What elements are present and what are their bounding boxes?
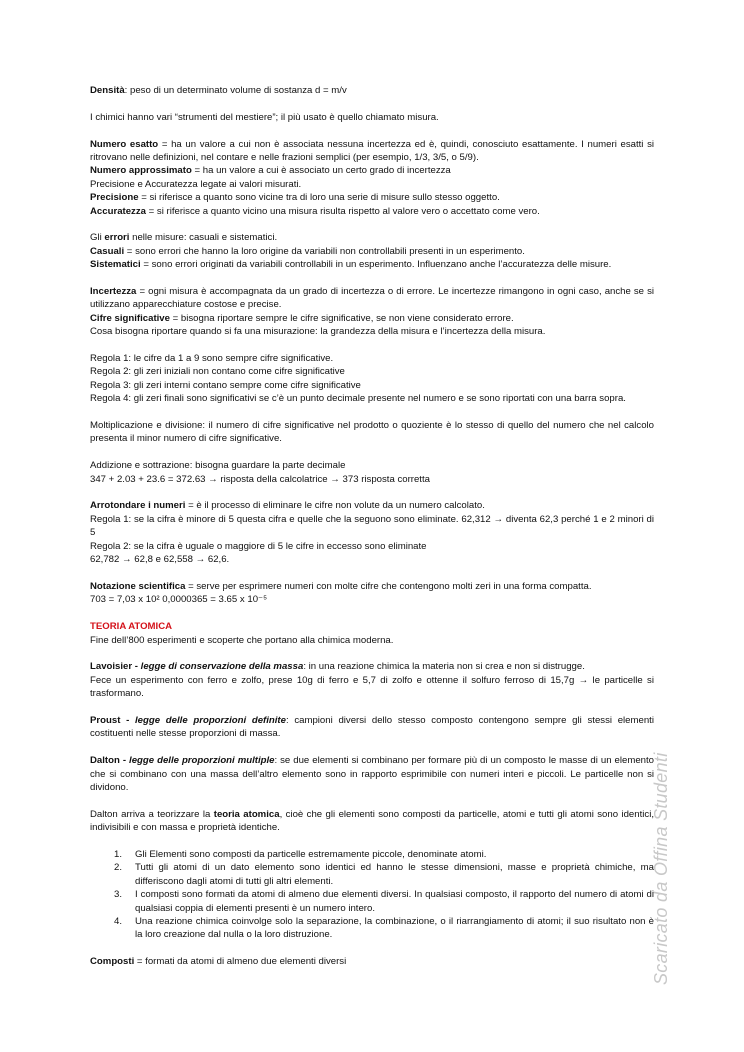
fine-800: Fine dell’800 esperimenti e scoperte che portano alla chimica moderna. [90, 634, 394, 646]
precisione: Precisione = si riferisce a quanto sono vicine tra di loro una serie di misure sullo stesso oggetto. [90, 192, 500, 204]
sistematici: Sistematici = sono errori originati da variabili controllabili in un esperimento. Influenzano anche l’accuratezza delle misure. [90, 259, 612, 271]
densita-line: Densità: peso di un determinato volume di sostanza d = m/v [90, 85, 347, 96]
document-body [90, 84, 654, 969]
cifre-significative: Cifre significative = bisogna riportare sempre le cifre significative, se non viene considerato errore. [90, 312, 514, 324]
dalton: Dalton - legge delle proporzioni multiple: se due elementi si combinano per formare più di un composto le masse di un elemento che si combinano con una massa dell’altro elemento sono in rapporto esprimibile con numeri interi e piccoli. Le particelle non si dividono. [90, 755, 655, 793]
regola-1: Regola 1: le cifre da 1 a 9 sono sempre cifre significative. [90, 353, 334, 365]
watermark: Scaricato da Offina Studenti [651, 752, 671, 985]
casuali: Casuali = sono errori che hanno la loro origine da variabili non controllabili presenti in un esperimento. [90, 245, 525, 257]
section-heading-teoria-atomica: TEORIA ATOMICA [90, 621, 173, 633]
incertezza: Incertezza = ogni misura è accompagnata da un grado di incertezza o di errore. Le incertezze rimangono in ogni caso, anche se si utilizzano apparecchiature costose e precise. [90, 286, 654, 311]
composti: Composti = formati da atomi di almeno due elementi diversi [90, 956, 347, 968]
list-item: 1. Gli Elementi sono composti da particelle estremamente piccole, denominate atomi. [114, 848, 487, 860]
proust: Proust - legge delle proporzioni definite: campioni diversi dello stesso composto contengono sempre gli stessi elementi costituenti nelle stesse proporzioni di massa. [90, 714, 654, 740]
addizione-sottrazione: Addizione e sottrazione: bisogna guardare la parte decimale [90, 460, 346, 472]
errori-line: Gli errori nelle misure: casuali e sistematici. [90, 232, 278, 244]
intro-line: I chimici hanno vari “strumenti del mestiere”; il più usato è quello chiamato misura. [90, 111, 439, 123]
list-item: 3. I composti sono formati da atomi di almeno due elementi diversi. In qualsiasi composto, il rapporto del numero di atomi di qualsiasi coppia di elementi presenti è un numero intero. [114, 889, 654, 914]
lavoisier-esperimento: Fece un esperimento con ferro e zolfo, prese 10g di ferro e 5,7 di zolfo e ottenne il solfuro ferroso di 15,7g → le particelle si trasformano. [90, 674, 654, 700]
regola-4: Regola 4: gli zeri finali sono significativi se c’è un punto decimale presente nel numero e se sono riportati con una barra sopra. [90, 393, 626, 405]
postulati-list [90, 848, 654, 942]
accuratezza: Accuratezza = si riferisce a quanto vicino una misura risulta rispetto al valore vero o accettato come vero. [90, 205, 540, 217]
lavoisier: Lavoisier - legge di conservazione della massa: in una reazione chimica la materia non si crea e non si distrugge. [90, 661, 585, 673]
list-item: 2. Tutti gli atomi di un dato elemento sono identici ed hanno le stesse dimensioni, masse e proprietà chimiche, ma differiscono dagli atomi di tutti gli altri elementi. [114, 862, 654, 887]
dalton-teoria: Dalton arriva a teorizzare la teoria atomica, cioè che gli elementi sono composti da particelle, atomi e tutti gli atomi sono identici, indivisibili e con massa e proprietà identiche. [90, 808, 654, 834]
cosa-riportare: Cosa bisogna riportare quando si fa una misurazione: la grandezza della misura e l’incertezza della misura. [90, 326, 546, 338]
arrotondare-regola-1: Regola 1: se la cifra è minore di 5 questa cifra e quelle che la seguono sono eliminate. 62,312 → diventa 62,3 perché 1 e 2 minori di 5 [90, 513, 654, 539]
addizione-esempio: 347 + 2.03 + 23.6 = 372.63 → risposta della calcolatrice → 373 risposta corretta [90, 473, 430, 485]
arrotondare-esempio: 62,782 → 62,8 e 62,558 → 62,6. [90, 554, 230, 566]
arrotondare-regola-2: Regola 2: se la cifra è uguale o maggiore di 5 le cifre in eccesso sono eliminate [90, 540, 427, 552]
notazione-scientifica: Notazione scientifica = serve per esprimere numeri con molte cifre che contengono molti zeri in una forma compatta. [90, 580, 592, 592]
numero-esatto: Numero esatto = ha un valore a cui non è associata nessuna incertezza ed è, quindi, conosciuto esattamente. I numeri esatti si ritrovano nelle definizioni, nel contare e nelle frazioni semplici (per esempio, 1/3, 3/5, o 5/9). [90, 138, 654, 163]
numero-approssimato: Numero approssimato = ha un valore a cui è associato un certo grado di incertezza [90, 165, 451, 177]
arrotondare: Arrotondare i numeri = è il processo di eliminare le cifre non volute da un numero calcolato. [90, 500, 485, 512]
list-item: 4. Una reazione chimica coinvolge solo la separazione, la combinazione, o il riarrangiamento di atomi; il suo risultato non è la loro creazione dal nulla o la loro distruzione. [114, 915, 654, 941]
precisione-accuratezza: Precisione e Accuratezza legate ai valori misurati. [90, 178, 302, 190]
notazione-esempio: 703 = 7,03 x 10² 0,0000365 = 3.65 x 10⁻⁵ [90, 594, 268, 606]
regola-3: Regola 3: gli zeri interni contano sempre come cifre significative [90, 379, 361, 391]
moltiplicazione-divisione: Moltiplicazione e divisione: il numero di cifre significative nel prodotto o quoziente è lo stesso di quello del numero che nel calcolo presenta il minor numero di cifre significative. [90, 420, 654, 445]
regola-2: Regola 2: gli zeri iniziali non contano come cifre significative [90, 366, 345, 378]
